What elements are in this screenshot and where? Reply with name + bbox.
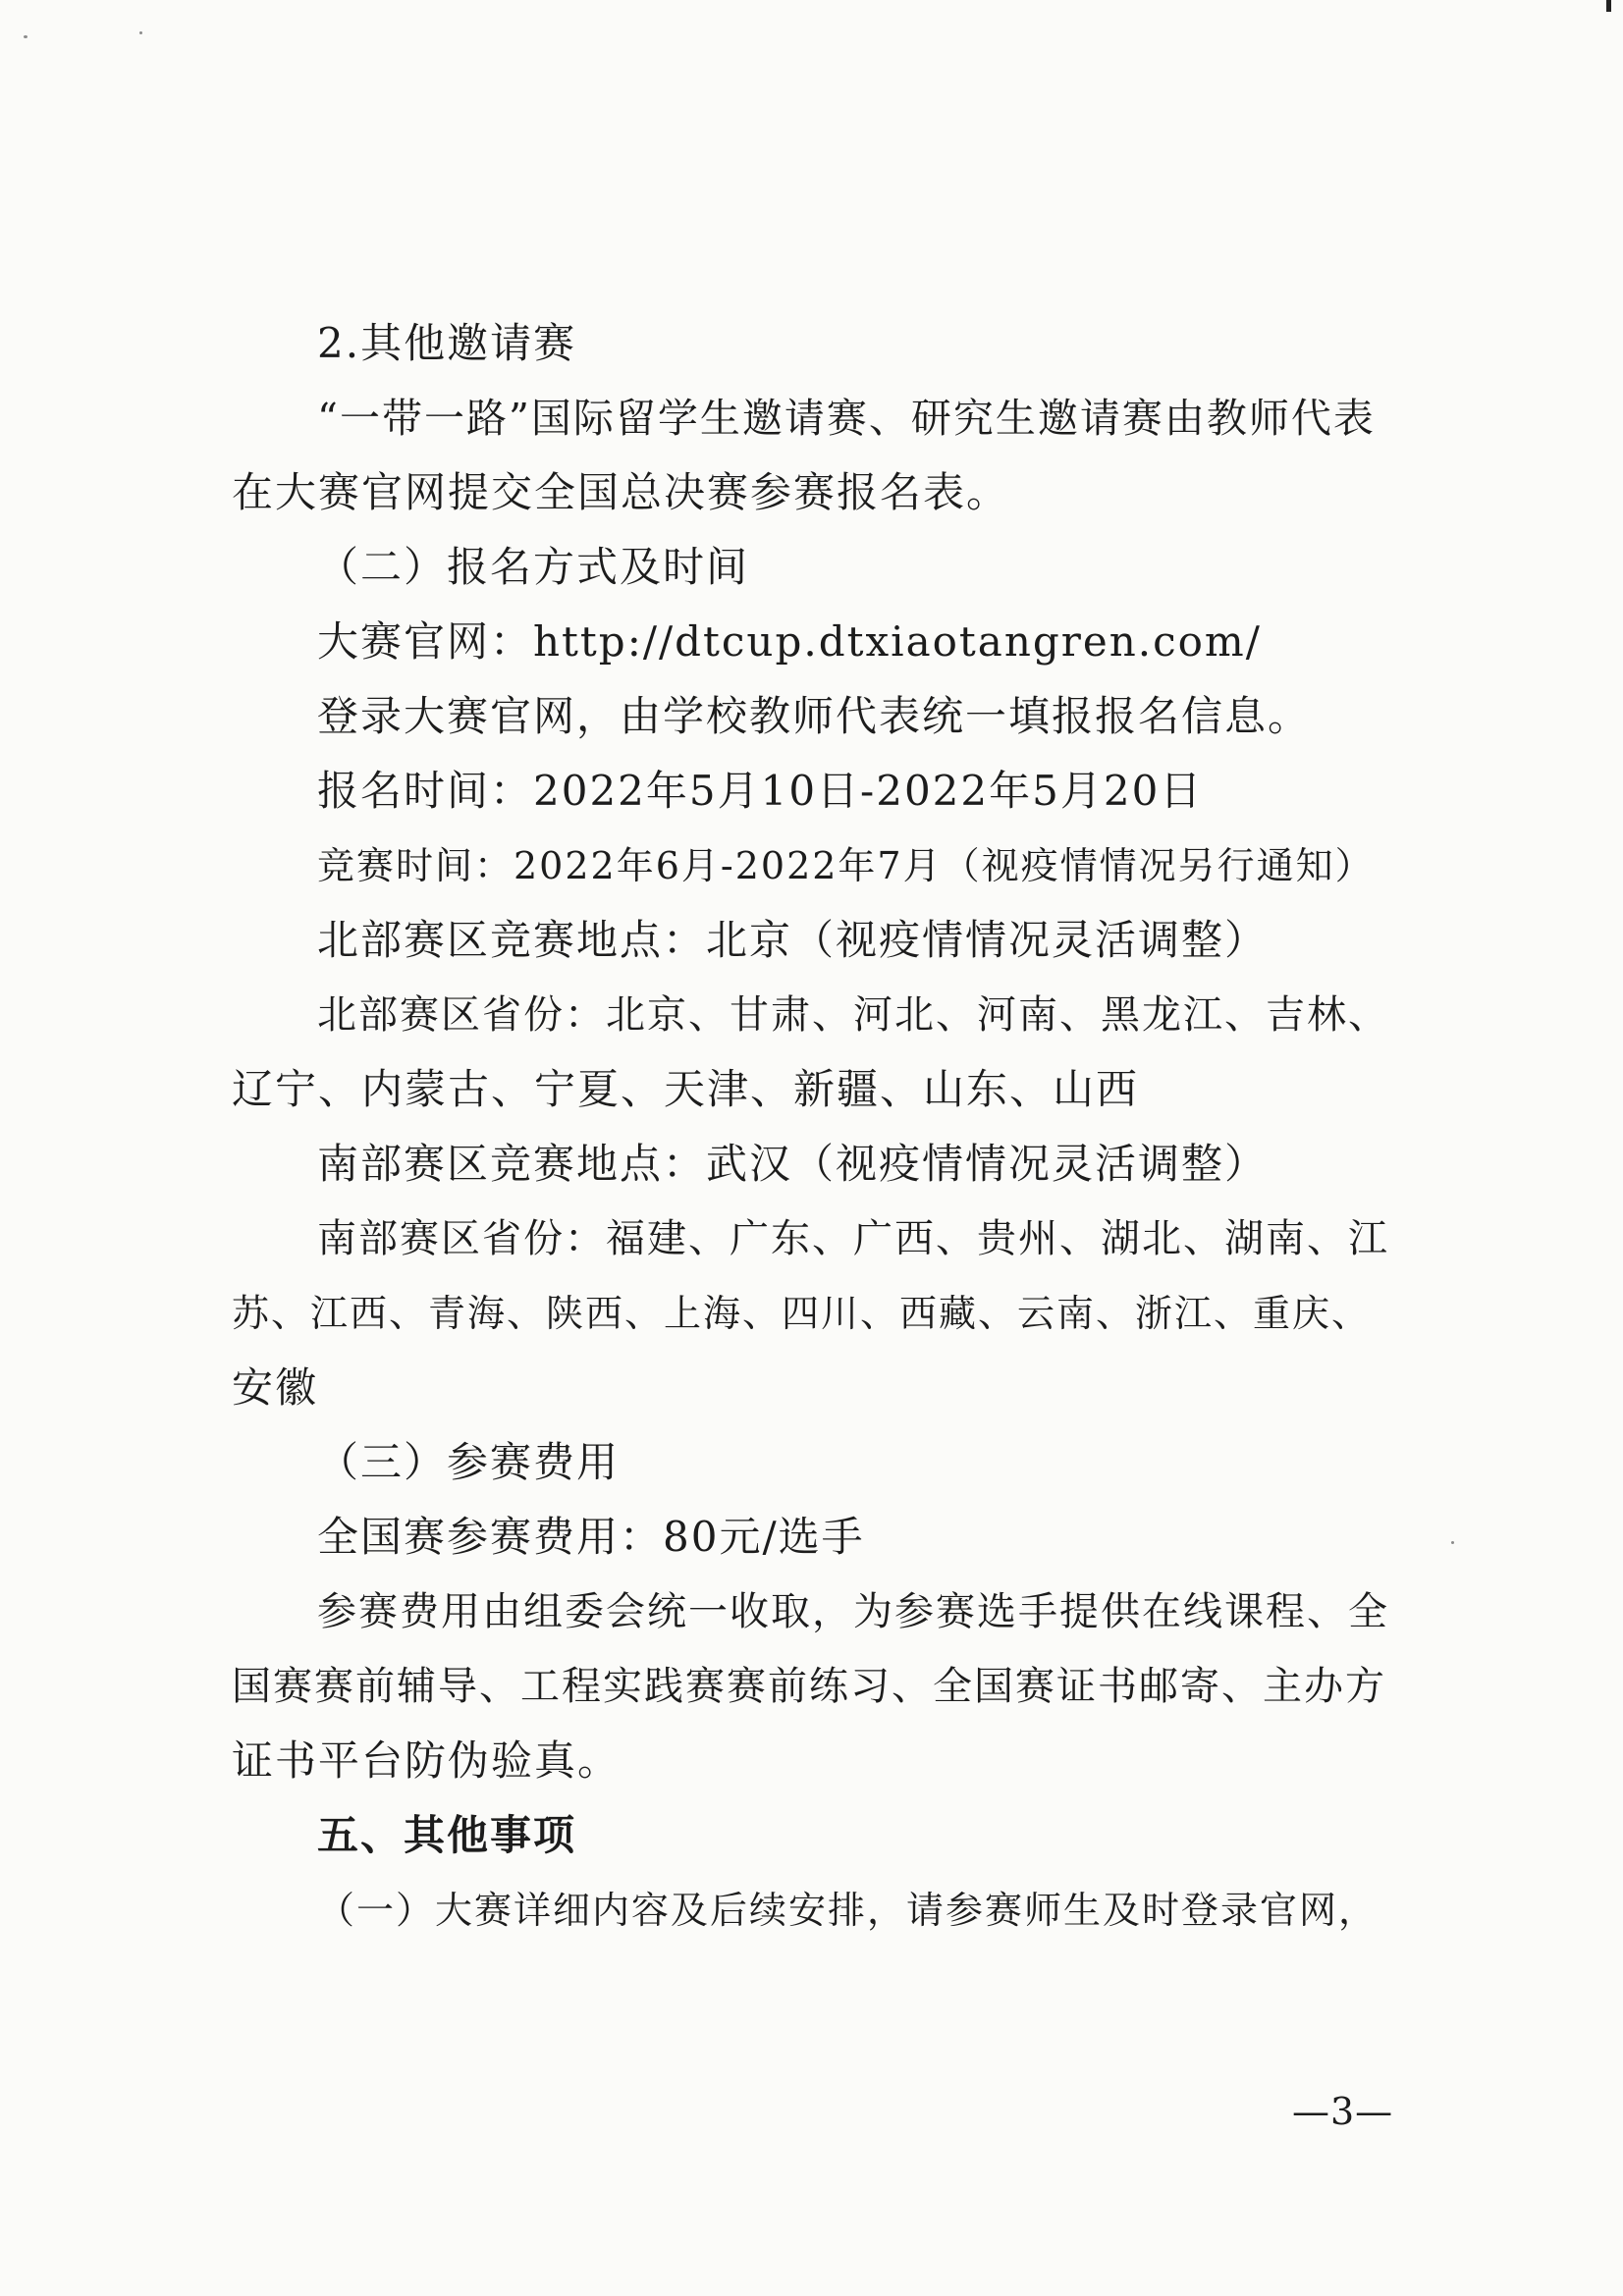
page-number: —3— — [1292, 2090, 1394, 2133]
paragraph-line: 参赛费用由组委会统一收取，为参赛选手提供在线课程、全 — [317, 1589, 1389, 1634]
paragraph-line: 国赛赛前辅导、工程实践赛赛前练习、全国赛证书邮寄、主办方 — [232, 1664, 1386, 1709]
north-provinces-line: 辽宁、内蒙古、宁夏、天津、新疆、山东、山西 — [232, 1065, 1140, 1113]
paragraph-line: 登录大赛官网，由学校教师代表统一填报报名信息。 — [317, 692, 1312, 740]
scan-speck — [1451, 1541, 1454, 1544]
competition-time-line: 竞赛时间：2022年6月-2022年7月（视疫情情况另行通知） — [317, 844, 1375, 887]
north-venue-line: 北部赛区竞赛地点：北京（视疫情情况灵活调整） — [317, 916, 1269, 964]
south-provinces-line: 安徽 — [232, 1363, 319, 1412]
south-venue-line: 南部赛区竞赛地点：武汉（视疫情情况灵活调整） — [317, 1140, 1269, 1188]
scan-speck — [139, 31, 142, 34]
paragraph-line: “一带一路”国际留学生邀请赛、研究生邀请赛由教师代表 — [317, 395, 1376, 442]
north-provinces-line: 北部赛区省份：北京、甘肃、河北、河南、黑龙江、吉林、 — [317, 992, 1389, 1038]
paragraph-line: 证书平台防伪验真。 — [232, 1736, 622, 1785]
south-provinces-line: 南部赛区省份：福建、广东、广西、贵州、湖北、湖南、江 — [317, 1216, 1389, 1261]
south-provinces-line: 苏、江西、青海、陕西、上海、四川、西藏、云南、浙江、重庆、 — [232, 1292, 1372, 1335]
section-heading-registration: （二）报名方式及时间 — [317, 543, 750, 591]
official-website-line: 大赛官网：http://dtcup.dtxiaotangren.com/ — [317, 617, 1262, 666]
registration-time-line: 报名时间：2022年5月10日-2022年5月20日 — [317, 767, 1204, 815]
section-heading-other-matters: 五、其他事项 — [317, 1811, 577, 1859]
scan-speck — [24, 35, 27, 38]
scan-corner-mark — [1606, 0, 1611, 12]
fee-amount-line: 全国赛参赛费用：80元/选手 — [317, 1513, 865, 1561]
subheading-other-invitational: 2.其他邀请赛 — [317, 319, 577, 367]
paragraph-line: （一）大赛详细内容及后续安排，请参赛师生及时登录官网， — [317, 1889, 1379, 1932]
paragraph-line: 在大赛官网提交全国总决赛参赛报名表。 — [232, 468, 1010, 516]
section-heading-fees: （三）参赛费用 — [317, 1438, 621, 1486]
